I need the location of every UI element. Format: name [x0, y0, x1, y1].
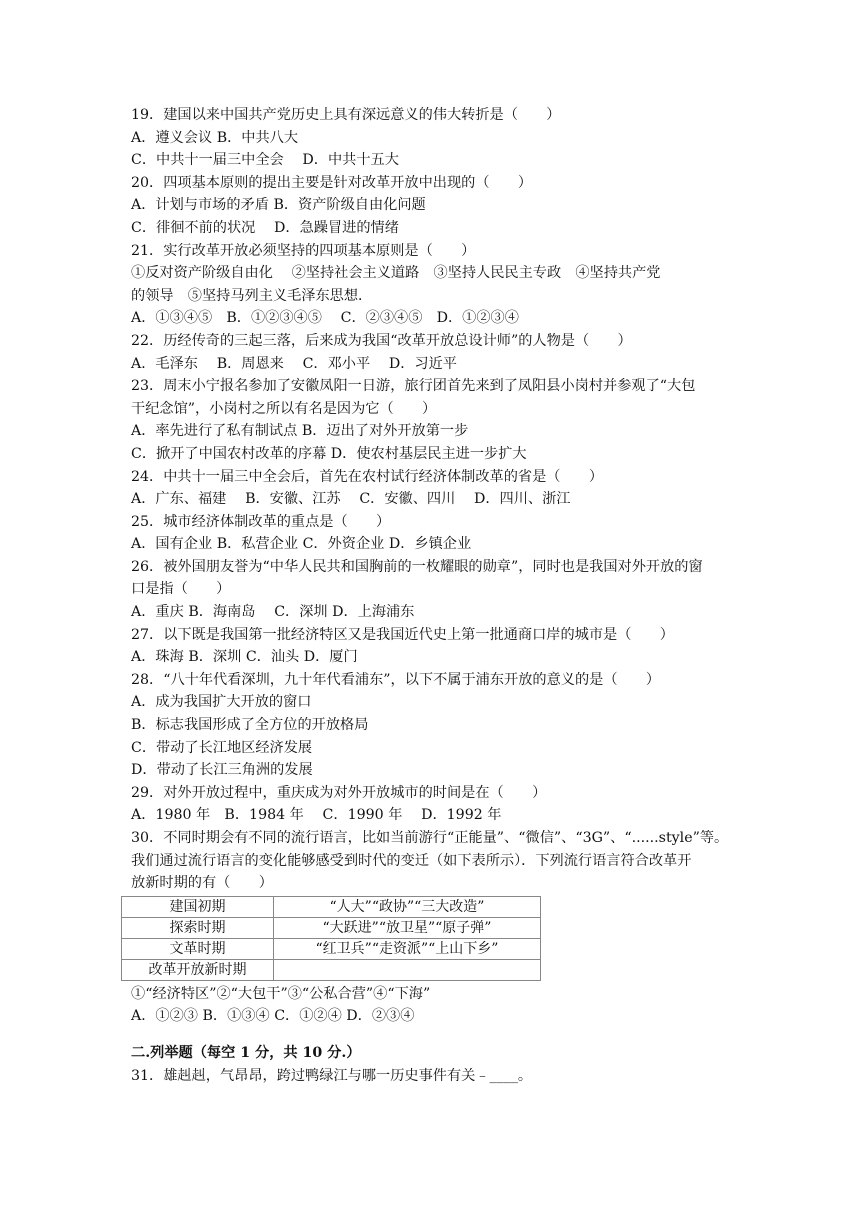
- q22-stem: 22．历经传奇的三起三落，后来成为我国“改革开放总设计师”的人物是（ ）: [131, 332, 632, 349]
- table-period-cell: 改革开放新时期: [122, 959, 274, 980]
- q23-options-ab: A．率先进行了私有制试点 B．迈出了对外开放第一步: [131, 423, 469, 440]
- q30-options: A．①②③ B．①③④ C．①②④ D．②③④: [131, 1008, 415, 1025]
- table-row: [122, 917, 541, 938]
- table-row: [122, 896, 541, 917]
- section-title: 二.列举题（每空 1 分，共 10 分.）: [131, 1044, 361, 1061]
- q28-option-c: C．带动了长江地区经济发展: [131, 739, 313, 756]
- q21-items-line1: ①反对资产阶级自由化 ②坚持社会主义道路 ③坚持人民民主专政 ④坚持共产党: [131, 265, 661, 282]
- q21-options: A．①③④⑤ B．①②③④⑤ C．②③④⑤ D．①②③④: [131, 310, 519, 327]
- table-row: [122, 938, 541, 959]
- table-period-cell: 文革时期: [122, 938, 274, 959]
- q23-stem-line2: 干纪念馆”，小岗村之所以有名是因为它（ ）: [131, 400, 437, 417]
- q28-stem: 28．“八十年代看深圳，九十年代看浦东”，以下不属于浦东开放的意义的是（ ）: [131, 671, 661, 688]
- table-words-cell: [274, 959, 541, 980]
- table-words-cell: “大跃进”“放卫星”“原子弹”: [274, 917, 541, 938]
- q26-stem-line1: 26．被外国朋友誉为“中华人民共和国胸前的一枚耀眼的勋章”，同时也是我国对外开放的窗: [131, 558, 703, 575]
- q19-stem: 19．建国以来中国共产党历史上具有深远意义的伟大转折是（ ）: [131, 107, 561, 123]
- q30-items: ①“经济特区”②“大包干”③“公私合营”④“下海”: [131, 985, 431, 1002]
- q20-options-cd: C．徘徊不前的状况 D．急躁冒进的情绪: [131, 219, 399, 236]
- q21-items-line2: 的领导 ⑤坚持马列主义毛泽东思想．: [131, 287, 373, 304]
- q28-option-a: A．成为我国扩大开放的窗口: [131, 694, 312, 711]
- q23-options-cd: C．掀开了中国农村改革的序幕 D．使农村基层民主进一步扩大: [131, 445, 527, 462]
- table-period-cell: 探索时期: [122, 917, 274, 938]
- q19-options-ab: A．遵义会议 B．中共八大: [131, 129, 299, 146]
- q20-options-ab: A．计划与市场的矛盾 B．资产阶级自由化问题: [131, 197, 426, 214]
- slang-table: [121, 896, 541, 981]
- table-words-cell: “人大”“政协”“三大改造”: [274, 896, 541, 917]
- q20-stem: 20．四项基本原则的提出主要是针对改革开放中出现的（ ）: [131, 174, 533, 191]
- q29-stem: 29．对外开放过程中，重庆成为对外开放城市的时间是在（ ）: [131, 784, 547, 801]
- table-period-cell: 建国初期: [122, 896, 274, 917]
- q21-stem: 21．实行改革开放必须坚持的四项基本原则是（ ）: [131, 242, 476, 259]
- q27-stem: 27．以下既是我国第一批经济特区又是我国近代史上第一批通商口岸的城市是（ ）: [131, 626, 674, 643]
- q24-options: A．广东、福建 B．安徽、江苏 C．安徽、四川 D．四川、浙江: [131, 491, 571, 508]
- q31-stem: 31．雄赳赳，气昂昂，跨过鸭绿江与哪一历史事件有关﹣____。: [131, 1067, 533, 1084]
- q29-options: A．1980 年 B．1984 年 C．1990 年 D．1992 年: [131, 807, 502, 824]
- q28-option-b: B．标志我国形成了全方位的开放格局: [131, 717, 369, 734]
- q26-options: A．重庆 B．海南岛 C．深圳 D．上海浦东: [131, 604, 415, 621]
- q28-option-d: D．带动了长江三角洲的发展: [131, 762, 313, 779]
- q25-stem: 25．城市经济体制改革的重点是（ ）: [131, 513, 391, 530]
- q23-stem-line1: 23．周末小宁报名参加了安徽凤阳一日游，旅行团首先来到了凤阳县小岗村并参观了“大包: [131, 378, 696, 395]
- exam-page: [131, 104, 741, 1087]
- q19-options-cd: C．中共十一届三中全会 D．中共十五大: [131, 152, 399, 169]
- q22-options: A．毛泽东 B．周恩来 C．邓小平 D．习近平: [131, 355, 457, 372]
- q24-stem: 24．中共十一届三中全会后，首先在农村试行经济体制改革的省是（ ）: [131, 468, 604, 485]
- q30-stem-line3: 放新时期的有（ ）: [131, 875, 273, 892]
- q30-stem-line2: 我们通过流行语言的变化能够感受到时代的变迁（如下表所示）．下列流行语言符合改革开: [131, 852, 692, 869]
- table-row: [122, 959, 541, 980]
- q27-options: A．珠海 B．深圳 C．汕头 D．厦门: [131, 649, 358, 666]
- q25-options: A．国有企业 B．私营企业 C．外资企业 D．乡镇企业: [131, 536, 472, 553]
- q26-stem-line2: 口是指（ ）: [131, 581, 231, 598]
- q30-stem-line1: 30．不同时期会有不同的流行语言，比如当前游行“正能量”、“微信”、“3G”、“......style”等。: [131, 830, 729, 846]
- table-words-cell: “红卫兵”“走资派”“上山下乡”: [274, 938, 541, 959]
